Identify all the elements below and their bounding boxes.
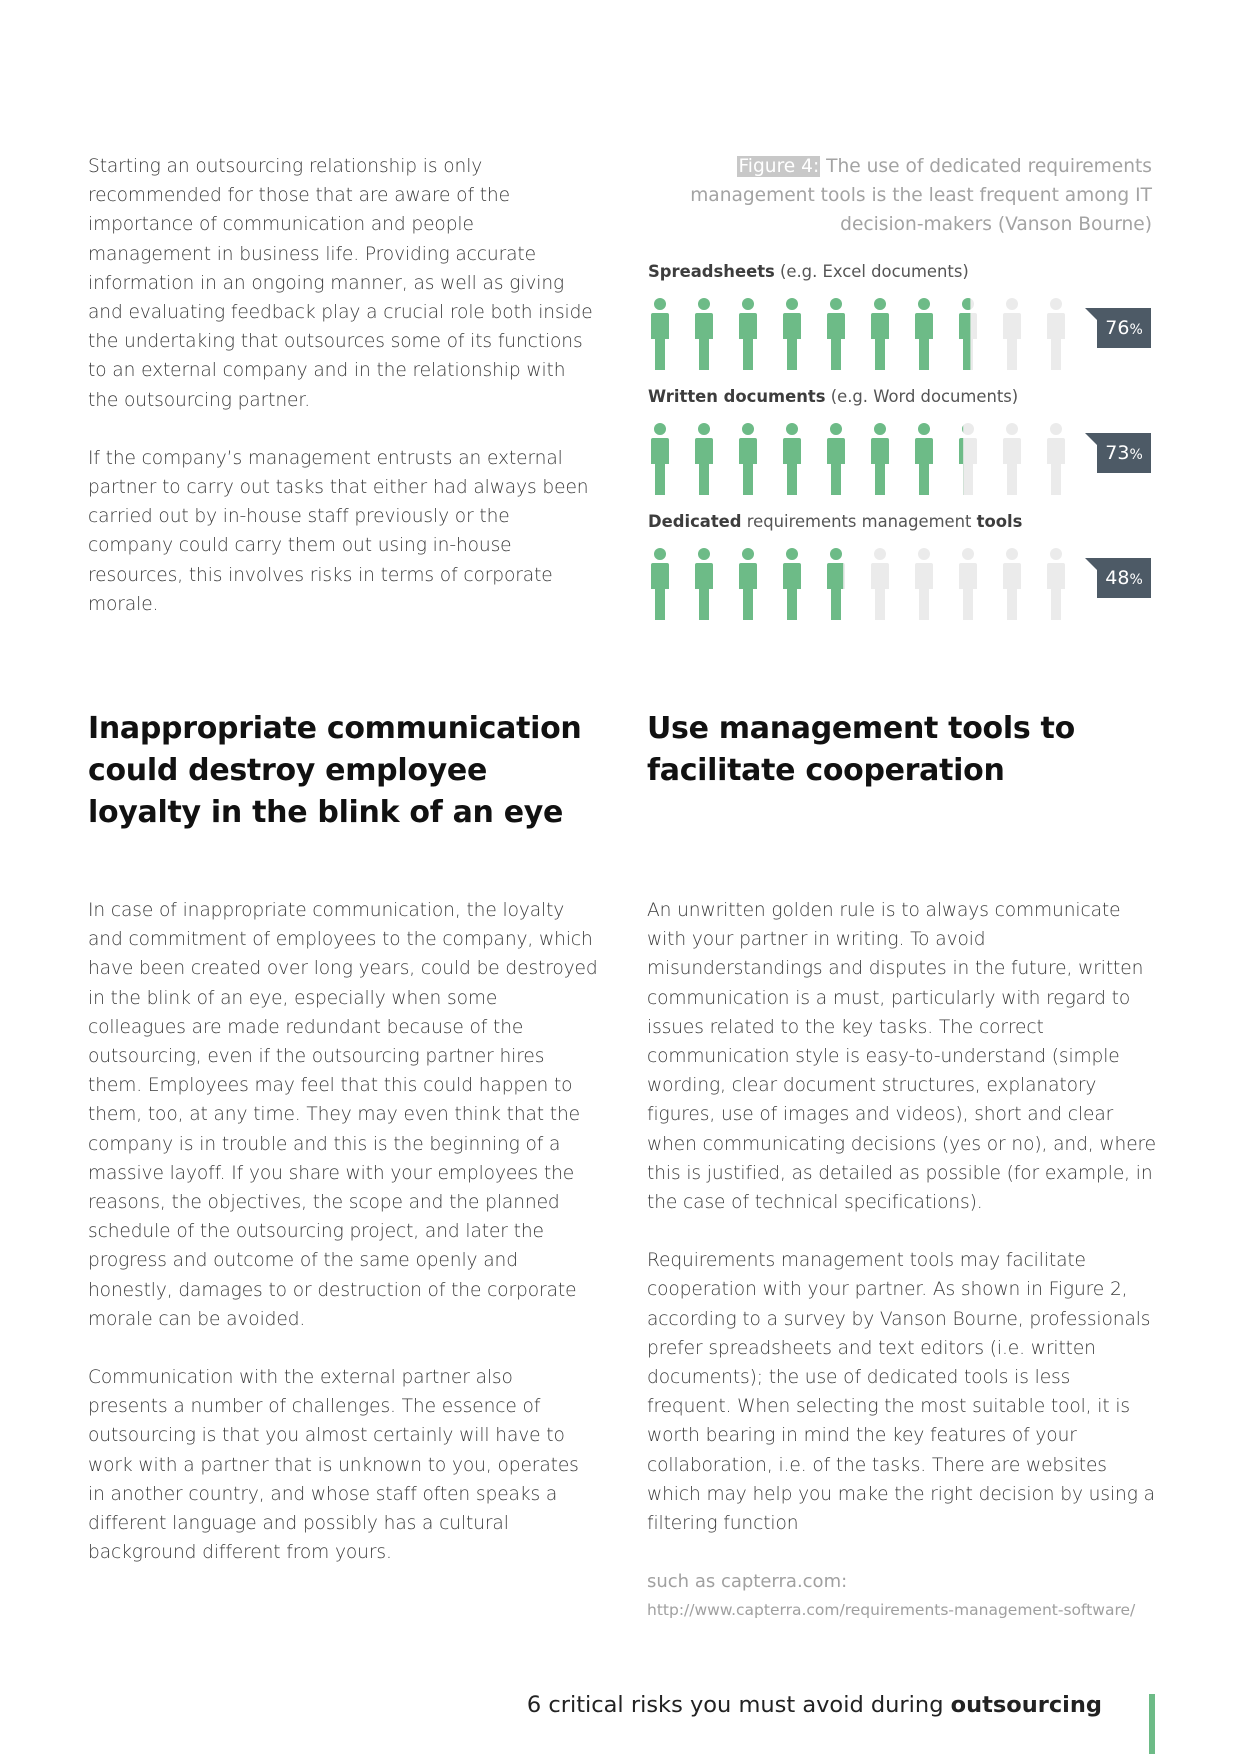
- percentage-badge: [1097, 308, 1151, 348]
- person-icon: [871, 423, 889, 495]
- person-icon: [651, 298, 669, 370]
- person-icon: [959, 423, 977, 495]
- person-icon: [827, 423, 845, 495]
- source-intro: such as capterra.com:: [647, 1571, 848, 1593]
- figure-caption-text: The use of dedicated requirements management tools is the least frequent among IT decision-makers (Vanson Bourne): [690, 156, 1152, 236]
- row-label-bold: Dedicated: [648, 512, 742, 531]
- person-icon: [1003, 298, 1021, 370]
- intro-paragraph-2: If the company’s management entrusts an external partner to carry out tasks that either had always been carried out by in-house staff previously or the company could carry them out using in-house resources, this involves risks in terms of corporate morale.: [88, 447, 589, 615]
- row-label-rest: requirements management: [741, 512, 977, 531]
- chart-row-dedicated-tools: [648, 512, 1153, 637]
- section-heading: Inappropriate communication could destroy employee loyalty in the blink of an eye: [88, 711, 582, 830]
- intro-text: [88, 152, 598, 619]
- footer-title-regular: 6 critical risks you must avoid during: [526, 1692, 951, 1718]
- person-icon: [1003, 548, 1021, 620]
- footer-title: [527, 1692, 1102, 1718]
- person-icon: [1047, 298, 1065, 370]
- person-icon: [695, 548, 713, 620]
- person-icon: [651, 548, 669, 620]
- person-icon: [651, 423, 669, 495]
- intro-paragraph-1: Starting an outsourcing relationship is only recommended for those that are aware of the importance of communication and people management in business life. Providing accurate information in an ongoing manner, as well as giving and evaluating feedback play a crucial role both inside the undertaking that outsources some of its functions to an external company and in the relationship with the outsourcing partner.: [88, 156, 593, 411]
- person-icon: [739, 298, 757, 370]
- person-icon: [915, 423, 933, 495]
- percentage-unit: %: [1129, 447, 1143, 463]
- section-communication-body: [88, 896, 598, 1567]
- row-label-bold: tools: [976, 512, 1023, 531]
- row-label-rest: (e.g. Word documents): [825, 387, 1019, 406]
- people-icons: [648, 548, 1068, 620]
- percentage-unit: %: [1129, 322, 1143, 338]
- percentage-value: 76: [1105, 317, 1130, 339]
- row-label-rest: (e.g. Excel documents): [774, 262, 969, 281]
- paragraph: In case of inappropriate communication, the loyalty and commitment of employees to the company, which have been created over long years, could be destroyed in the blink of an eye, especially when some colleagues are made redundant because of the outsourcing, even if the outsourcing partner hires them. Employees may feel that this could happen to them, too, at any time. They may even think that the company is in trouble and this is the beginning of a massive layoff. If you share with your employees the reasons, the objectives, the scope and the planned schedule of the outsourcing project, and later the progress and outcome of the same openly and honestly, damages to or destruction of the corporate morale can be avoided.: [88, 900, 598, 1330]
- row-label: [648, 512, 1153, 534]
- paragraph: An unwritten golden rule is to always communicate with your partner in writing. To avoid misunderstandings and disputes in the future, written communication is a must, particularly with regard to issues related to the key tasks. The correct communication style is easy-to-understand (simple wording, clear document structures, explanatory figures, use of images and videos), short and clear when communicating decisions (yes or no), and, where this is justified, as detailed as possible (for example, in the case of technical specifications).: [647, 900, 1157, 1214]
- person-icon: [959, 548, 977, 620]
- person-icon: [1047, 423, 1065, 495]
- figure-label: Figure 4:: [738, 156, 820, 177]
- person-icon: [827, 298, 845, 370]
- person-icon: [783, 423, 801, 495]
- row-label: [648, 262, 1153, 284]
- footer-accent-bar: [1149, 1694, 1155, 1754]
- person-icon: [783, 548, 801, 620]
- people-icons: [648, 423, 1068, 495]
- person-icon: [915, 298, 933, 370]
- person-icon: [827, 548, 845, 620]
- person-icon: [915, 548, 933, 620]
- source-link[interactable]: http://www.capterra.com/requirements-management-software/: [647, 1601, 1136, 1620]
- percentage-value: 73: [1105, 442, 1130, 464]
- figure-caption: [647, 152, 1152, 240]
- percentage-badge: [1097, 433, 1151, 473]
- person-icon: [783, 298, 801, 370]
- section-heading: Use management tools to facilitate cooperation: [647, 711, 1075, 788]
- person-icon: [1003, 423, 1021, 495]
- row-label-bold: Spreadsheets: [648, 262, 775, 281]
- person-icon: [739, 423, 757, 495]
- person-icon: [959, 298, 977, 370]
- usage-pictograph-chart: [648, 262, 1153, 637]
- person-icon: [1047, 548, 1065, 620]
- people-icons: [648, 298, 1068, 370]
- chart-row-written-documents: [648, 387, 1153, 512]
- percentage-unit: %: [1129, 572, 1143, 588]
- person-icon: [871, 298, 889, 370]
- person-icon: [739, 548, 757, 620]
- section-management-tools: [647, 708, 1157, 792]
- section-communication: [88, 708, 598, 834]
- person-icon: [871, 548, 889, 620]
- person-icon: [695, 298, 713, 370]
- footer-title-bold: outsourcing: [950, 1692, 1102, 1718]
- percentage-badge: [1097, 558, 1151, 598]
- chart-row-spreadsheets: [648, 262, 1153, 387]
- paragraph: Requirements management tools may facilitate cooperation with your partner. As shown in Figure 2, according to a survey by Vanson Bourne, professionals prefer spreadsheets and text editors (i.e. written documents); the use of dedicated tools is less frequent. When selecting the most suitable tool, it is worth bearing in mind the key features of your collaboration, i.e. of the tasks. There are websites which may help you make the right decision by using a filtering function: [647, 1250, 1155, 1535]
- section-management-tools-body: [647, 896, 1157, 1624]
- person-icon: [695, 423, 713, 495]
- row-label-bold: Written documents: [648, 387, 826, 406]
- paragraph: Communication with the external partner also presents a number of challenges. The essence of outsourcing is that you almost certainly will have to work with a partner that is unknown to you, operates in another country, and whose staff often speaks a different language and possibly has a cultural background different from yours.: [88, 1367, 579, 1564]
- percentage-value: 48: [1105, 567, 1130, 589]
- row-label: [648, 387, 1153, 409]
